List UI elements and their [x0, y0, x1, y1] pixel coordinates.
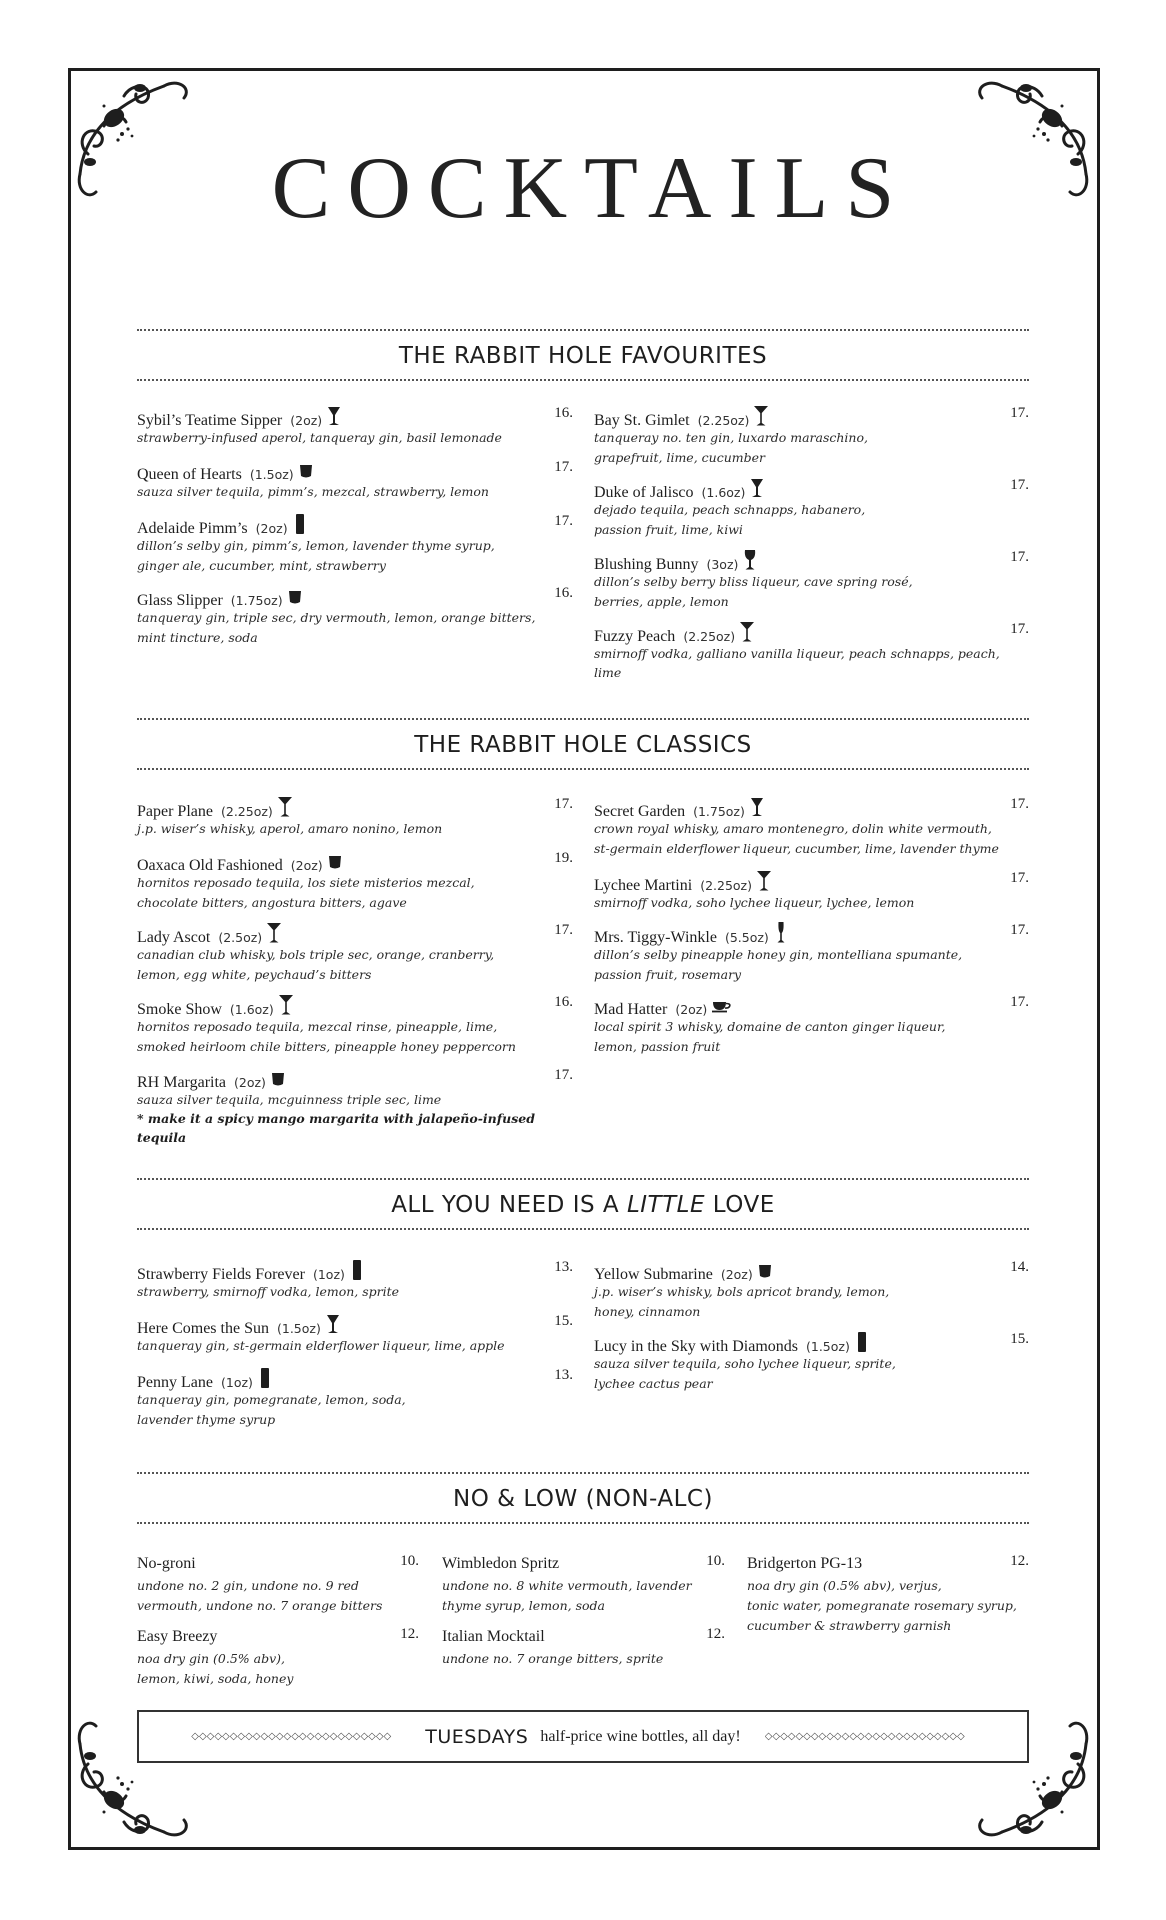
drink-description: j.p. wiser’s whisky, bols apricot brandy, lemon,: [594, 1284, 890, 1299]
drink-description: smirnoff vodka, galliano vanilla liqueur, peach schnapps, peach, lime: [594, 646, 1000, 680]
drink-description: undone no. 7 orange bitters, sprite: [442, 1651, 664, 1666]
pour-size: (1.5oz): [276, 1321, 321, 1336]
collins-glass-icon: [258, 1367, 272, 1389]
drink-price: 17.: [1010, 870, 1029, 886]
pour-size: (2oz): [290, 413, 323, 428]
menu-title: COCKTAILS: [271, 140, 912, 237]
drink-description: lemon, kiwi, soda, honey: [137, 1671, 294, 1686]
section-title-emphasis: LITTLE: [626, 1192, 705, 1218]
rocks-glass-icon: [758, 1259, 772, 1281]
drink-name: Adelaide Pimm’s: [137, 520, 248, 537]
drink-price: 17.: [554, 513, 573, 529]
menu-item: [594, 405, 1029, 467]
menu-item-header: [137, 994, 573, 1016]
pour-size: (1oz): [312, 1267, 345, 1282]
pour-size: (2.5oz): [218, 930, 263, 945]
drink-name: Blushing Bunny: [594, 556, 699, 573]
drink-description: passion fruit, lime, kiwi: [594, 522, 743, 537]
drink-description: strawberry, smirnoff vodka, lemon, sprite: [137, 1284, 400, 1299]
drink-price: 17.: [1010, 549, 1029, 565]
drink-description: local spirit 3 whisky, domaine de canton ginger liqueur,: [594, 1019, 946, 1034]
drink-name: Smoke Show: [137, 1001, 222, 1018]
menu-item: [594, 477, 1029, 539]
pour-size: (2.25oz): [700, 878, 752, 893]
menu-item-header: [137, 1259, 573, 1281]
drink-name: Lucy in the Sky with Diamonds: [594, 1338, 798, 1355]
section-favourites-heading: [137, 329, 1029, 381]
drink-description: lemon, passion fruit: [594, 1039, 721, 1054]
pour-size: (2oz): [255, 521, 288, 536]
drink-description: dillon’s selby berry bliss liqueur, cave spring rosé,: [594, 574, 913, 589]
drink-description: smoked heirloom chile bitters, pineapple honey peppercorn: [137, 1039, 516, 1054]
menu-item: [594, 922, 1029, 984]
drink-description: honey, cinnamon: [594, 1304, 701, 1319]
drink-name: Penny Lane: [137, 1374, 213, 1391]
menu-item: [594, 870, 1029, 912]
drink-description: dejado tequila, peach schnapps, habanero,: [594, 502, 866, 517]
pour-size: (1oz): [220, 1375, 253, 1390]
coupe-glass-icon: [750, 477, 764, 499]
dotted-divider: [137, 1228, 1029, 1230]
drink-description: tanqueray gin, pomegranate, lemon, soda,: [137, 1392, 406, 1407]
dotted-divider: [137, 1522, 1029, 1524]
menu-item-header: [594, 1259, 1029, 1281]
drink-name: Mad Hatter: [594, 1001, 668, 1018]
drink-price: 12.: [1010, 1553, 1029, 1569]
drink-description: sauza silver tequila, soho lychee liqueur, sprite,: [594, 1356, 896, 1371]
drink-price: 16.: [554, 585, 573, 601]
rocks-glass-icon: [328, 850, 342, 872]
drink-price: 17.: [1010, 621, 1029, 637]
drink-description: cucumber & strawberry garnish: [747, 1618, 952, 1633]
section-title-pre: ALL YOU NEED IS A: [391, 1192, 627, 1218]
drink-description: undone no. 2 gin, undone no. 9 red: [137, 1578, 359, 1593]
section-title-post: LOVE: [705, 1192, 775, 1218]
promo-day: TUESDAYS: [425, 1725, 529, 1748]
menu-item: [137, 922, 573, 984]
drink-note: * make it a spicy mango margarita with jalapeño-infused tequila: [137, 1111, 535, 1145]
drink-name: Yellow Submarine: [594, 1266, 713, 1283]
menu-item: [137, 1553, 419, 1615]
menu-item: [137, 405, 573, 447]
collins-glass-icon: [350, 1259, 364, 1281]
drink-description: smirnoff vodka, soho lychee liqueur, lychee, lemon: [594, 895, 915, 910]
pour-size: (5.5oz): [724, 930, 769, 945]
menu-item: [594, 549, 1029, 611]
menu-item: [137, 1259, 573, 1301]
pour-size: (2.25oz): [697, 413, 750, 428]
menu-item: [594, 796, 1029, 858]
pour-size: (2oz): [234, 1075, 266, 1090]
drink-price: 17.: [554, 796, 573, 812]
drink-price: 13.: [554, 1367, 573, 1383]
menu-item-header: [137, 1313, 573, 1335]
menu-item-header: [594, 994, 1029, 1016]
drink-description: strawberry-infused aperol, tanqueray gin, basil lemonade: [137, 430, 502, 445]
drink-description: j.p. wiser’s whisky, aperol, amaro nonino, lemon: [137, 821, 443, 836]
drink-description: tanqueray no. ten gin, luxardo maraschino,: [594, 430, 868, 445]
martini-glass-icon: [278, 796, 292, 818]
drink-description: mint tincture, soda: [137, 630, 258, 645]
drink-description: chocolate bitters, angostura bitters, agave: [137, 895, 407, 910]
dotted-divider: [137, 768, 1029, 770]
menu-item: [747, 1553, 1029, 1635]
menu-item-header: [137, 585, 573, 607]
section-classics-heading: [137, 718, 1029, 770]
pour-size: (2.25oz): [220, 804, 273, 819]
drink-description: lychee cactus pear: [594, 1376, 713, 1391]
drink-price: 12.: [706, 1626, 725, 1642]
martini-glass-icon: [267, 922, 281, 944]
menu-item: [594, 1259, 1029, 1321]
drink-price: 17.: [1010, 796, 1029, 812]
drink-price: 14.: [1010, 1259, 1029, 1275]
drink-price: 10.: [706, 1553, 725, 1569]
menu-item: [137, 459, 573, 501]
rocks-glass-icon: [299, 459, 313, 481]
drink-description: ginger ale, cucumber, mint, strawberry: [137, 558, 386, 573]
martini-glass-icon: [754, 405, 768, 427]
drink-price: 12.: [400, 1626, 419, 1642]
section-title: THE RABBIT HOLE FAVOURITES: [398, 343, 768, 369]
drink-price: 17.: [554, 922, 573, 938]
drink-description: noa dry gin (0.5% abv),: [137, 1651, 286, 1666]
menu-item-header: [137, 459, 573, 481]
menu-item: [594, 994, 1029, 1056]
drink-name: Paper Plane: [137, 803, 213, 820]
menu-item-header: [594, 477, 1029, 499]
drink-name: RH Margarita: [137, 1074, 227, 1091]
drink-description: tonic water, pomegranate rosemary syrup,: [747, 1598, 1017, 1613]
drink-name: Italian Mocktail: [442, 1628, 545, 1645]
drink-name: Duke of Jalisco: [594, 484, 694, 501]
section-title: THE RABBIT HOLE CLASSICS: [414, 732, 752, 758]
section-title: [137, 1180, 1029, 1228]
drink-description: sauza silver tequila, pimm’s, mezcal, strawberry, lemon: [137, 484, 489, 499]
promo-banner: [137, 1710, 1029, 1763]
pour-size: (3oz): [706, 557, 739, 572]
dotted-divider: [137, 379, 1029, 381]
menu-item-header: [137, 1626, 419, 1648]
menu-item-header: [594, 549, 1029, 571]
drink-description: noa dry gin (0.5% abv), verjus,: [747, 1578, 942, 1593]
drink-description: passion fruit, rosemary: [594, 967, 742, 982]
drink-price: 19.: [554, 850, 573, 866]
drink-price: 13.: [554, 1259, 573, 1275]
drink-description: tanqueray gin, triple sec, dry vermouth, lemon, orange bitters,: [137, 610, 536, 625]
menu-item: [594, 621, 1029, 682]
drink-description: thyme syrup, lemon, soda: [442, 1598, 605, 1613]
drink-price: 17.: [1010, 405, 1029, 421]
menu-item: [442, 1553, 725, 1615]
menu-item-header: [594, 922, 1029, 944]
menu-item-header: [594, 796, 1029, 818]
menu-item: [137, 1313, 573, 1355]
section-title: NO & LOW (NON-ALC): [453, 1486, 713, 1512]
drink-name: Sybil’s Teatime Sipper: [137, 412, 283, 429]
martini-glass-icon: [279, 994, 293, 1016]
drink-description: dillon’s selby pineapple honey gin, montelliana spumante,: [594, 947, 963, 962]
drink-description: undone no. 8 white vermouth, lavender: [442, 1578, 692, 1593]
drink-name: Mrs. Tiggy-Winkle: [594, 929, 717, 946]
drink-description: sauza silver tequila, mcguinness triple sec, lime: [137, 1092, 442, 1107]
drink-price: 16.: [554, 405, 573, 421]
menu-item: [594, 1331, 1029, 1393]
drink-name: Lychee Martini: [594, 877, 693, 894]
menu-item-header: [594, 405, 1029, 427]
diamond-border-left: ◇◇◇◇◇◇◇◇◇◇◇◇◇◇◇◇◇◇◇◇◇◇◇◇◇◇: [191, 1731, 392, 1742]
drink-name: Strawberry Fields Forever: [137, 1266, 305, 1283]
menu-item-header: [137, 796, 573, 818]
pour-size: (2oz): [675, 1002, 708, 1017]
pour-size: (1.75oz): [693, 804, 745, 819]
drink-description: dillon’s selby gin, pimm’s, lemon, lavender thyme syrup,: [137, 538, 495, 553]
wine-glass-icon: [743, 549, 757, 571]
drink-price: 17.: [554, 459, 573, 475]
menu-item-header: [137, 405, 573, 427]
menu-item-header: [594, 870, 1029, 892]
section-nolow-heading: [137, 1472, 1029, 1524]
pour-size: (1.6oz): [701, 485, 746, 500]
drink-price: 15.: [1010, 1331, 1029, 1347]
menu-item: [137, 585, 573, 647]
drink-description: grapefruit, lime, cucumber: [594, 450, 765, 465]
promo-text: half-price wine bottles, all day!: [540, 1727, 741, 1745]
menu-item-header: [594, 621, 1029, 643]
drink-name: Here Comes the Sun: [137, 1320, 269, 1337]
menu-item-header: [137, 850, 573, 872]
drink-price: 17.: [1010, 477, 1029, 493]
drink-name: Fuzzy Peach: [594, 628, 676, 645]
drink-description: vermouth, undone no. 7 orange bitters: [137, 1598, 383, 1613]
drink-description: tanqueray gin, st-germain elderflower liqueur, lime, apple: [137, 1338, 505, 1353]
coupe-glass-icon: [750, 796, 764, 818]
drink-description: st-germain elderflower liqueur, cucumber, lime, lavender thyme: [594, 841, 999, 856]
menu-item: [137, 994, 573, 1056]
drink-price: 10.: [400, 1553, 419, 1569]
teacup-icon: [712, 994, 732, 1016]
pour-size: (1.5oz): [249, 467, 294, 482]
flute-glass-icon: [774, 922, 788, 944]
drink-price: 17.: [1010, 922, 1029, 938]
pour-size: (2.25oz): [683, 629, 736, 644]
drink-name: Glass Slipper: [137, 592, 223, 609]
collins-glass-icon: [855, 1331, 869, 1353]
drink-description: berries, apple, lemon: [594, 594, 729, 609]
drink-description: canadian club whisky, bols triple sec, orange, cranberry,: [137, 947, 495, 962]
menu-item-header: [442, 1626, 725, 1648]
drink-name: Lady Ascot: [137, 929, 211, 946]
rocks-glass-icon: [271, 1067, 285, 1089]
drink-price: 17.: [554, 1067, 573, 1083]
pour-size: (1.5oz): [805, 1339, 850, 1354]
menu-item: [137, 1367, 573, 1429]
menu-item: [137, 1067, 573, 1147]
drink-name: Bay St. Gimlet: [594, 412, 690, 429]
menu-item-header: [442, 1553, 725, 1575]
collins-glass-icon: [293, 513, 307, 535]
drink-name: No-groni: [137, 1555, 196, 1572]
menu-item: [442, 1626, 725, 1668]
menu-item-header: [747, 1553, 1029, 1575]
diamond-border-right: ◇◇◇◇◇◇◇◇◇◇◇◇◇◇◇◇◇◇◇◇◇◇◇◇◇◇: [764, 1731, 965, 1742]
rocks-glass-icon: [288, 585, 302, 607]
drink-name: Secret Garden: [594, 803, 686, 820]
drink-name: Bridgerton PG-13: [747, 1555, 863, 1572]
menu-item: [137, 850, 573, 912]
drink-price: 15.: [554, 1313, 573, 1329]
menu-item-header: [594, 1331, 1029, 1353]
menu-item-header: [137, 922, 573, 944]
menu-item-header: [137, 1067, 573, 1089]
drink-name: Oaxaca Old Fashioned: [137, 857, 283, 874]
martini-glass-icon: [740, 621, 754, 643]
menu-item-header: [137, 1553, 419, 1575]
pour-size: (1.75oz): [230, 593, 283, 608]
menu-item: [137, 513, 573, 575]
coupe-glass-icon: [326, 1313, 340, 1335]
coupe-glass-icon: [327, 405, 341, 427]
drink-description: crown royal whisky, amaro montenegro, dolin white vermouth,: [594, 821, 992, 836]
drink-description: lemon, egg white, peychaud’s bitters: [137, 967, 372, 982]
menu-item: [137, 1626, 419, 1688]
drink-description: lavender thyme syrup: [137, 1412, 276, 1427]
drink-name: Queen of Hearts: [137, 466, 242, 483]
pour-size: (1.6oz): [229, 1002, 274, 1017]
drink-price: 16.: [554, 994, 573, 1010]
drink-price: 17.: [1010, 994, 1029, 1010]
martini-glass-icon: [757, 870, 771, 892]
pour-size: (2oz): [720, 1267, 753, 1282]
drink-description: hornitos reposado tequila, mezcal rinse, pineapple, lime,: [137, 1019, 498, 1034]
menu-item-header: [137, 513, 573, 535]
pour-size: (2oz): [290, 858, 323, 873]
drink-name: Easy Breezy: [137, 1628, 218, 1645]
section-love-heading: [137, 1178, 1029, 1230]
drink-name: Wimbledon Spritz: [442, 1555, 560, 1572]
menu-item: [137, 796, 573, 838]
menu-item-header: [137, 1367, 573, 1389]
drink-description: hornitos reposado tequila, los siete misterios mezcal,: [137, 875, 475, 890]
